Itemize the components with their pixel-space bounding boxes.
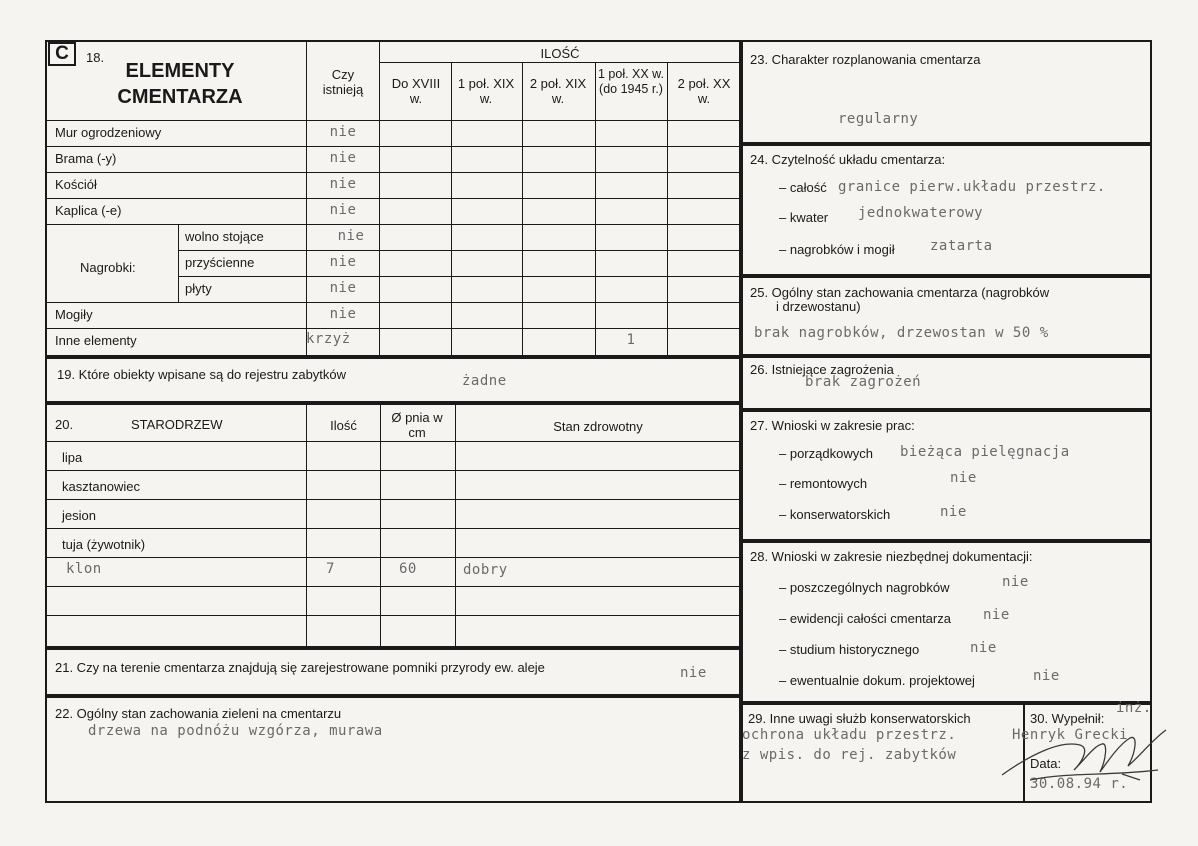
tree-qty: 7 bbox=[326, 561, 335, 577]
element-label: Brama (-y) bbox=[55, 151, 117, 166]
s28-item-label: – ewentualnie dokum. projektowej bbox=[779, 673, 975, 688]
col-exists-header: Czy istnieją bbox=[322, 67, 364, 97]
section-letter: C bbox=[48, 42, 76, 66]
section-19-value: żadne bbox=[462, 373, 507, 389]
row-divider bbox=[46, 328, 740, 329]
signature-mark bbox=[990, 700, 1190, 800]
exists-value: nie bbox=[337, 228, 365, 244]
s28-item-value: nie bbox=[1002, 574, 1029, 590]
row-divider bbox=[380, 62, 740, 63]
section-25-value: brak nagrobków, drzewostan w 50 % bbox=[754, 325, 1049, 341]
s28-item-value: nie bbox=[1033, 668, 1060, 684]
row-divider bbox=[46, 120, 740, 121]
s24-item-label: – kwater bbox=[779, 210, 829, 225]
starodrzew-title: STARODRZEW bbox=[131, 417, 223, 432]
s28-item-value: nie bbox=[983, 607, 1010, 623]
section-23-value: regularny bbox=[838, 111, 919, 127]
starodrzew-health-header: Stan zdrowotny bbox=[553, 419, 643, 434]
s28-item-label: – poszczególnych nagrobków bbox=[779, 580, 950, 595]
section-19-label: 19. Które obiekty wpisane są do rejestru zabytków bbox=[57, 367, 347, 382]
row-divider bbox=[46, 499, 740, 500]
s27-item-value: bieżąca pielęgnacja bbox=[900, 444, 1070, 460]
exists-value: nie bbox=[329, 124, 357, 140]
section-30-title: inż. bbox=[1116, 700, 1152, 716]
row-divider bbox=[46, 441, 740, 442]
col-divider bbox=[178, 224, 179, 302]
col-divider bbox=[595, 62, 596, 356]
section-30-label: 30. Wypełnił: bbox=[1030, 711, 1105, 726]
exists-value: nie bbox=[329, 254, 357, 270]
s28-item-value: nie bbox=[970, 640, 997, 656]
col-divider bbox=[451, 62, 452, 356]
section-25-label: 25. Ogólny stan zachowania cmentarza (nagrobków bbox=[750, 285, 1050, 300]
tree-name: jesion bbox=[62, 508, 96, 523]
s27-item-value: nie bbox=[940, 504, 967, 520]
section-30-name: Henryk Grecki bbox=[1012, 727, 1129, 743]
elements-number: 18. bbox=[86, 50, 105, 65]
s27-item-label: – porządkowych bbox=[779, 446, 873, 461]
period-header: 2 poł. XIX w. bbox=[529, 76, 587, 106]
section-22-value: drzewa na podnóżu wzgórza, murawa bbox=[88, 723, 383, 739]
s28-item-label: – studium historycznego bbox=[779, 642, 920, 657]
section-23-label: 23. Charakter rozplanowania cmentarza bbox=[750, 52, 981, 67]
s28-item-label: – ewidencji całości cmentarza bbox=[779, 611, 951, 626]
section-22-label: 22. Ogólny stan zachowania zieleni na cmentarzu bbox=[55, 706, 342, 721]
tree-name: lipa bbox=[62, 450, 83, 465]
exists-value: krzyż bbox=[306, 331, 351, 347]
row-divider bbox=[46, 470, 740, 471]
element-label: Inne elementy bbox=[55, 333, 137, 348]
s24-item-value: zatarta bbox=[930, 238, 993, 254]
s27-item-label: – konserwatorskich bbox=[779, 507, 891, 522]
row-divider bbox=[46, 302, 740, 303]
period-header: 1 poł. XX w. (do 1945 r.) bbox=[597, 67, 664, 96]
exists-value: nie bbox=[329, 202, 357, 218]
s24-item-value: jednokwaterowy bbox=[858, 205, 984, 221]
row-divider bbox=[178, 276, 740, 277]
tree-name-typed: klon bbox=[66, 561, 102, 577]
element-label: płyty bbox=[185, 281, 212, 296]
section-28-label: 28. Wnioski w zakresie niezbędnej dokumentacji: bbox=[750, 549, 1033, 564]
section-26-label: 26. Istniejące zagrożenia bbox=[750, 362, 894, 377]
section-27-label: 27. Wnioski w zakresie prac: bbox=[750, 418, 915, 433]
s27-item-label: – remontowych bbox=[779, 476, 868, 491]
exists-value: nie bbox=[329, 306, 357, 322]
exists-value: nie bbox=[329, 150, 357, 166]
starodrzew-qty-header: Ilość bbox=[330, 418, 357, 433]
elements-title-line2: CMENTARZA bbox=[117, 86, 243, 108]
section-25-label: i drzewostanu) bbox=[776, 299, 861, 314]
s24-item-value: granice pierw.układu przestrz. bbox=[838, 179, 1106, 195]
row-divider bbox=[46, 615, 740, 616]
row-divider bbox=[178, 250, 740, 251]
row-divider bbox=[46, 586, 740, 587]
section-21-value: nie bbox=[680, 665, 707, 681]
row-divider bbox=[46, 198, 740, 199]
quantity-header: ILOŚĆ bbox=[540, 46, 580, 61]
elements-title-line1: ELEMENTY bbox=[125, 60, 235, 82]
element-label: Mur ogrodzeniowy bbox=[55, 125, 162, 140]
row-divider bbox=[46, 172, 740, 173]
element-label: wolno stojące bbox=[185, 229, 264, 244]
tree-name: kasztanowiec bbox=[62, 479, 141, 494]
starodrzew-number: 20. bbox=[55, 417, 74, 432]
section-29-label: 29. Inne uwagi służb konserwatorskich bbox=[748, 711, 971, 726]
section-30-date-value: 30.08.94 r. bbox=[1030, 776, 1129, 792]
element-label: Kaplica (-e) bbox=[55, 203, 122, 218]
tree-name: tuja (żywotnik) bbox=[62, 537, 146, 552]
row-divider bbox=[46, 224, 740, 225]
section-30-date-label: Data: bbox=[1030, 756, 1062, 771]
tree-diam: 60 bbox=[399, 561, 417, 577]
starodrzew-diam-header: Ø pnia w cm bbox=[391, 410, 443, 440]
section-24-label: 24. Czytelność układu cmentarza: bbox=[750, 152, 946, 167]
col-divider bbox=[522, 62, 523, 356]
s27-item-value: nie bbox=[950, 470, 977, 486]
s24-item-label: – nagrobków i mogił bbox=[779, 242, 895, 257]
quantity-value: 1 bbox=[626, 332, 636, 348]
section-29-line2: z wpis. do rej. zabytków bbox=[742, 747, 957, 763]
period-header: 2 poł. XX w. bbox=[677, 76, 731, 106]
period-header: Do XVIII w. bbox=[391, 76, 441, 106]
section-21-label: 21. Czy na terenie cmentarza znajdują się zarejestrowane pomniki przyrody ew. aleje bbox=[55, 660, 545, 675]
period-header: 1 poł. XIX w. bbox=[457, 76, 515, 106]
tree-health: dobry bbox=[463, 562, 508, 578]
row-divider bbox=[46, 146, 740, 147]
row-divider bbox=[46, 528, 740, 529]
element-label: przyścienne bbox=[185, 255, 255, 270]
element-label: Kościół bbox=[55, 177, 97, 192]
exists-value: nie bbox=[329, 176, 357, 192]
col-divider bbox=[667, 62, 668, 356]
s24-item-label: – całość bbox=[779, 180, 827, 195]
row-divider bbox=[46, 557, 740, 558]
nagrobki-group-label: Nagrobki: bbox=[80, 260, 136, 275]
element-label: Mogiły bbox=[55, 307, 93, 322]
exists-value: nie bbox=[329, 280, 357, 296]
section-29-line1: ochrona układu przestrz. bbox=[742, 727, 957, 743]
section-26-value: brak zagrożeń bbox=[805, 374, 922, 390]
